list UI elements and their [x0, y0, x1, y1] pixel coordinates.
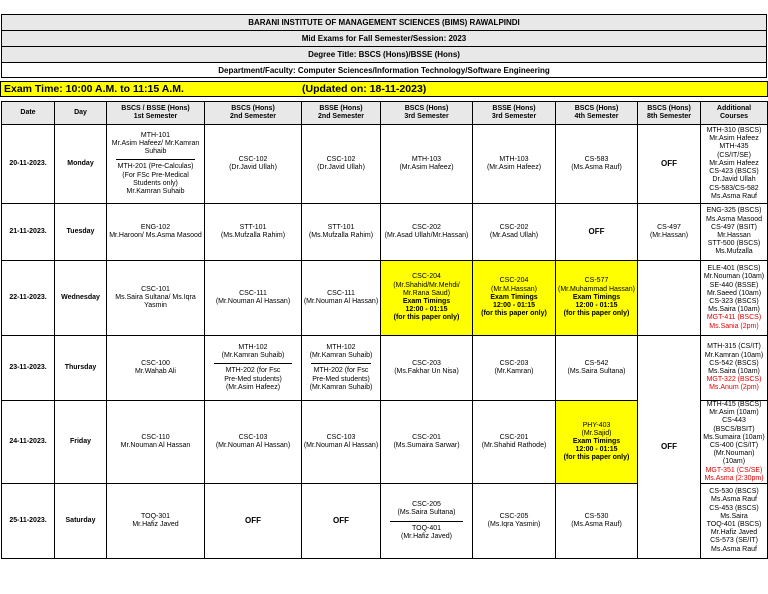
schedule-table: [1, 101, 768, 559]
col-c7: BSCS (Hons) 8th Semester: [638, 102, 701, 125]
additional-courses-cell: ENG-325 (BSCS) Ms.Asma Masood CS-497 (BSIT) Mr.Hassan STT-500 (BSCS) Ms.Mufzalla: [701, 204, 768, 261]
col-c8: Additional Courses: [701, 102, 768, 125]
course-cell: STT-101 (Ms.Mufzalla Rahim): [302, 204, 381, 261]
course-cell: MTH-102 (Mr.Kamran Suhaib) MTH-202 (for Fsc Pre-Med students) (Mr.Asim Hafeez): [205, 336, 302, 401]
table-header-row: [2, 102, 768, 125]
col-date: Date: [2, 102, 55, 125]
course-cell: CSC-103 (Mr.Nouman Al Hassan): [205, 401, 302, 484]
course-cell: CSC-201 (Ms.Sumaira Sarwar): [381, 401, 473, 484]
col-c1: BSCS / BSSE (Hons) 1st Semester: [107, 102, 205, 125]
col-day: Day: [55, 102, 107, 125]
course-cell: MTH-103 (Mr.Asim Hafeez): [381, 125, 473, 204]
course-cell: MTH-101 Mr.Asim Hafeez/ Mr.Kamran Suhaib MTH-201 (Pre-Calculas) (For FSc Pre-Medical Students only) Mr.Kamran Suhaib: [107, 125, 205, 204]
off-cell: OFF: [302, 484, 381, 559]
course-cell: STT-101 (Ms.Mufzalla Rahim): [205, 204, 302, 261]
course-cell: TOQ-301 Mr.Hafiz Javed: [107, 484, 205, 559]
course-cell: CSC-100 Mr.Wahab Ali: [107, 336, 205, 401]
course-cell: ENG-102 Mr.Haroon/ Ms.Asma Masood: [107, 204, 205, 261]
col-c3: BSSE (Hons) 2nd Semester: [302, 102, 381, 125]
course-cell: MTH-103 (Mr.Asim Hafeez): [473, 125, 556, 204]
date-cell: 22-11-2023.: [2, 261, 55, 336]
degree-title: Degree Title: BSCS (Hons)/BSSE (Hons): [1, 46, 767, 62]
department-title: Department/Faculty: Computer Sciences/Information Technology/Software Engineering: [1, 62, 767, 78]
col-c2: BSCS (Hons) 2nd Semester: [205, 102, 302, 125]
col-c5: BSSE (Hons) 3rd Semester: [473, 102, 556, 125]
day-cell: Tuesday: [55, 204, 107, 261]
col-c6: BSCS (Hons) 4th Semester: [556, 102, 638, 125]
course-cell: CS-497 (Mr.Hassan): [638, 204, 701, 261]
off-cell: OFF: [638, 336, 701, 559]
day-cell: Saturday: [55, 484, 107, 559]
course-cell: CSC-205 (Ms.Saira Sultana) TOQ-401 (Mr.Hafiz Javed): [381, 484, 473, 559]
highlighted-course-cell: PHY-403 (Mr.Sajid) Exam Timings 12:00 - 01:15 (for this paper only): [556, 401, 638, 484]
course-cell: CSC-102 (Dr.Javid Ullah): [205, 125, 302, 204]
institute-title: BARANI INSTITUTE OF MANAGEMENT SCIENCES (BIMS) RAWALPINDI: [1, 14, 767, 30]
course-cell: CSC-103 (Mr.Nouman Al Hassan): [302, 401, 381, 484]
additional-courses-cell: CS-530 (BSCS) Ms.Asma Rauf CS-453 (BSCS) Ms.Saira TOQ-401 (BSCS) Mr.Hafiz Javed CS-573 (SE/IT) Ms.Asma Rauf: [701, 484, 768, 559]
course-cell: CSC-205 (Ms.Iqra Yasmin): [473, 484, 556, 559]
exam-title: Mid Exams for Fall Semester/Session: 2023: [1, 30, 767, 46]
off-cell: OFF: [638, 125, 701, 204]
course-cell: CSC-203 (Ms.Fakhar Un Nisa): [381, 336, 473, 401]
off-cell: OFF: [205, 484, 302, 559]
date-cell: 24-11-2023.: [2, 401, 55, 484]
course-cell: MTH-102 (Mr.Kamran Suhaib) MTH-202 (for Fsc Pre-Med students) (Mr.Kamran Suhaib): [302, 336, 381, 401]
empty-cell: [638, 261, 701, 336]
day-cell: Wednesday: [55, 261, 107, 336]
date-cell: 25-11-2023.: [2, 484, 55, 559]
day-cell: Friday: [55, 401, 107, 484]
course-cell: CSC-203 (Mr.Kamran): [473, 336, 556, 401]
course-cell: CSC-202 (Mr.Asad Ullah): [473, 204, 556, 261]
date-cell: 23-11-2023.: [2, 336, 55, 401]
date-cell: 21-11-2023.: [2, 204, 55, 261]
highlighted-course-cell: CSC-204 (Mr.Shahid/Mr.Mehdi/ Mr.Rana Saud) Exam Timings 12:00 - 01:15 (for this paper only): [381, 261, 473, 336]
exam-time-bar: [0, 81, 768, 97]
course-cell: CSC-201 (Mr.Shahid Rathode): [473, 401, 556, 484]
course-cell: CS-583 (Ms.Asma Rauf): [556, 125, 638, 204]
highlighted-course-cell: CSC-204 (Mr.M.Hassan) Exam Timings 12:00 - 01:15 (for this paper only): [473, 261, 556, 336]
col-c4: BSCS (Hons) 3rd Semester: [381, 102, 473, 125]
exam-time: Exam Time: 10:00 A.M. to 11:15 A.M.: [4, 83, 184, 95]
course-cell: CSC-111 (Mr.Nouman Al Hassan): [205, 261, 302, 336]
highlighted-course-cell: CS-577 (Mr.Muhammad Hassan) Exam Timings 12:00 - 01:15 (for this paper only): [556, 261, 638, 336]
table-row: [2, 336, 768, 401]
table-row: [2, 125, 768, 204]
additional-courses-cell: MTH-310 (BSCS) Mr.Asim Hafeez MTH-435 (CS/IT/SE) Mr.Asim Hafeez CS-423 (BSCS) Dr.Javid Ullah CS-583/CS-582 Ms.Asma Rauf: [701, 125, 768, 204]
table-row: [2, 204, 768, 261]
course-cell: CSC-101 Ms.Saira Sultana/ Ms.Iqra Yasmin: [107, 261, 205, 336]
additional-courses-cell: MTH-415 (BSCS) Mr.Asim (10am) CS-443 (BSCS/BSIT) Ms.Sumaira (10am) CS-400 (CS/IT) (Mr.Nouman) (10am) MGT-351 (CS/SE) Ms.Asma (2:30pm): [701, 401, 768, 484]
course-cell: CS-530 (Ms.Asma Rauf): [556, 484, 638, 559]
table-row: [2, 261, 768, 336]
off-cell: OFF: [556, 204, 638, 261]
course-cell: CSC-102 (Dr.Javid Ullah): [302, 125, 381, 204]
updated-date: (Updated on: 18-11-2023): [302, 83, 427, 95]
day-cell: Thursday: [55, 336, 107, 401]
course-cell: CSC-202 (Mr.Asad Ullah/Mr.Hassan): [381, 204, 473, 261]
course-cell: CS-542 (Ms.Saira Sultana): [556, 336, 638, 401]
course-cell: CSC-110 Mr.Nouman Al Hassan: [107, 401, 205, 484]
course-cell: CSC-111 (Mr.Nouman Al Hassan): [302, 261, 381, 336]
exam-schedule-sheet: [0, 14, 768, 559]
date-cell: 20-11-2023.: [2, 125, 55, 204]
day-cell: Monday: [55, 125, 107, 204]
additional-courses-cell: ELE-401 (BSCS) Mr.Nouman (10am) SE-440 (BSSE) Mr.Saeed (10am) CS-323 (BSCS) Ms.Saira (10am) MGT-411 (BSCS) Ms.Sania (2pm): [701, 261, 768, 336]
additional-courses-cell: MTH-315 (CS/IT) Mr.Kamran (10am) CS-542 (BSCS) Ms.Saira (10am) MGT-322 (BSCS) Ms.Anum (2pm): [701, 336, 768, 401]
